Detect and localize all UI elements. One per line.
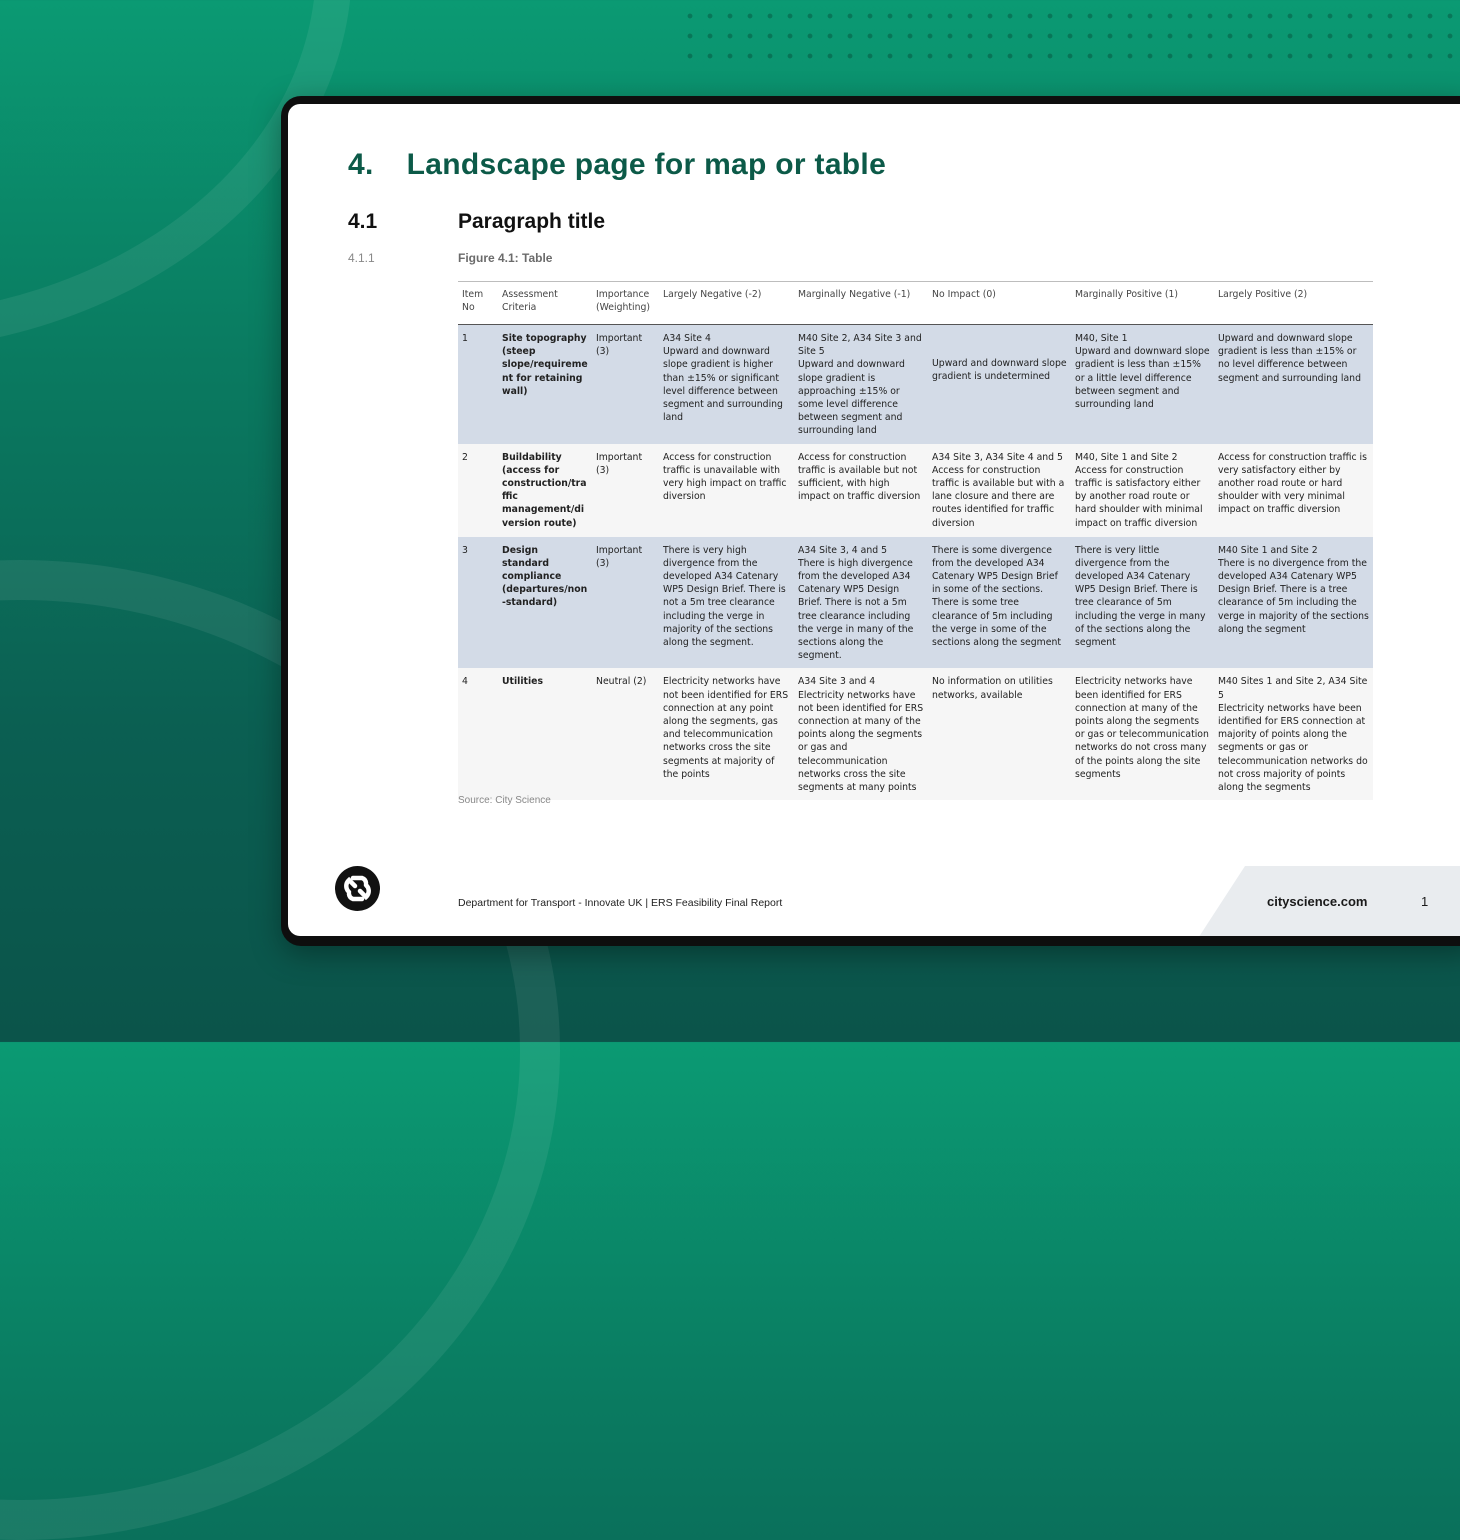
cell-site-label: M40, Site 1 and Site 2: [1075, 451, 1178, 463]
cell-description: There is very little divergence from the developed A34 Catenary WP5 Design Brief. There is tree clearance of 5m including the verge in many of the sections along the segment: [1075, 544, 1206, 649]
cell-no-impact: [928, 325, 1071, 444]
cell-largely-positive: [1214, 668, 1373, 800]
cell-description: Electricity networks have not been identified for ERS connection at any point along the segments, gas and telecommunication networks cross the site segments at majority of the points: [663, 676, 789, 780]
table-header-row: [458, 282, 1373, 325]
cell-description: Upward and downward slope gradient is less than ±15% or no level difference between segment and surrounding land: [1218, 333, 1361, 384]
header-assessment-criteria: Assessment Criteria: [498, 282, 592, 325]
table-source: Source: City Science: [458, 795, 551, 806]
cell-largely-positive: [1214, 444, 1373, 537]
cell-description: Access for construction traffic is unavailable with very high impact on traffic diversion: [663, 451, 787, 503]
cell-marginally-negative: [794, 537, 928, 669]
table-row: [458, 668, 1373, 800]
footer-website: cityscience.com: [1267, 894, 1368, 909]
cell-item: 2: [458, 444, 498, 537]
cell-description: Access for construction traffic is satisfactory either by another road route or hard shoulder with minimal impact on traffic diversion: [1075, 464, 1203, 529]
cell-site-label: A34 Site 3, A34 Site 4 and 5: [932, 451, 1063, 463]
cell-importance: Important (3): [592, 444, 659, 537]
page-number: 1: [1421, 894, 1429, 909]
cell-description: Upward and downward slope gradient is less than ±15% or a little level difference between segment and surrounding land: [1075, 346, 1210, 411]
cell-largely-positive: [1214, 325, 1373, 444]
cell-site-label: A34 Site 3 and 4: [798, 676, 876, 688]
table-row: [458, 444, 1373, 537]
city-science-logo-icon: [335, 866, 380, 911]
cell-site-label: M40, Site 1: [1075, 333, 1128, 344]
section-heading: [348, 148, 886, 182]
cell-description: Upward and downward slope gradient is approaching ±15% or some level difference between segment and surrounding land: [798, 359, 905, 437]
cell-criteria: Utilities: [498, 668, 592, 800]
cell-no-impact: [928, 668, 1071, 800]
cell-marginally-positive: [1071, 325, 1214, 444]
subsection-number: 4.1: [348, 210, 378, 233]
cell-criteria: Design standard compliance (departures/non-standard): [498, 537, 592, 669]
header-item-no: Item No: [458, 282, 498, 325]
assessment-table: [458, 281, 1373, 800]
header-marginally-positive: Marginally Positive (1): [1071, 282, 1214, 325]
cell-description: There is some divergence from the developed A34 Catenary WP5 Design Brief in some of the sections. There is some tree clearance of 5m including the verge in some of the sections along the segment: [932, 544, 1061, 649]
cell-description: Upward and downward slope gradient is undetermined: [932, 358, 1067, 383]
figure-caption: Figure 4.1: Table: [458, 251, 553, 265]
cell-criteria: Buildability (access for construction/traffic management/diversion route): [498, 444, 592, 537]
cell-criteria: Site topography (steep slope/requirement for retaining wall): [498, 325, 592, 444]
cell-description: Upward and downward slope gradient is higher than ±15% or significant level difference between segment and surrounding land: [663, 346, 783, 424]
cell-site-label: A34 Site 3, 4 and 5: [798, 544, 888, 556]
cell-largely-negative: [659, 325, 794, 444]
cell-marginally-negative: [794, 668, 928, 800]
cell-description: Electricity networks have been identified for ERS connection at majority of points along the segments or gas or telecommunication networks do not cross majority of points along the segments: [1218, 702, 1368, 794]
section-number: 4.: [348, 148, 374, 181]
cell-site-label: M40 Site 2, A34 Site 3 and Site 5: [798, 333, 922, 358]
cell-description: Access for construction traffic is very satisfactory either by another road route or hard shoulder with very minimal impact on traffic diversion: [1218, 451, 1367, 516]
cell-largely-negative: [659, 444, 794, 537]
cell-importance: Important (3): [592, 325, 659, 444]
paragraph-number: 4.1.1: [348, 251, 375, 265]
cell-largely-negative: [659, 668, 794, 800]
subsection-title: Paragraph title: [458, 210, 606, 233]
cell-item: 4: [458, 668, 498, 800]
cell-marginally-positive: [1071, 444, 1214, 537]
cell-description: Access for construction traffic is available but not sufficient, with high impact on traffic diversion: [798, 451, 921, 503]
header-largely-positive: Largely Positive (2): [1214, 282, 1373, 325]
cell-largely-negative: [659, 537, 794, 669]
cell-description: There is no divergence from the developed A34 Catenary WP5 Design Brief. There is a tree clearance of 5m including the verge in majority of the sections along the segment: [1218, 557, 1369, 635]
header-no-impact: No Impact (0): [928, 282, 1071, 325]
cell-marginally-positive: [1071, 537, 1214, 669]
document-page: [288, 104, 1460, 936]
cell-item: 1: [458, 325, 498, 444]
cell-no-impact: [928, 444, 1071, 537]
footer-report-title: Department for Transport - Innovate UK | ERS Feasibility Final Report: [458, 897, 783, 909]
cell-description: Electricity networks have been identified for ERS connection at many of the points along the segments or gas or telecommunication networks do not cross many of the points along the site segments: [1075, 676, 1209, 780]
cell-no-impact: [928, 537, 1071, 669]
cell-site-label: M40 Sites 1 and Site 2, A34 Site 5: [1218, 676, 1368, 701]
table-row: [458, 325, 1373, 444]
cell-largely-positive: [1214, 537, 1373, 669]
cell-description: Access for construction traffic is available but with a lane closure and there are routes identified for traffic diversion: [932, 464, 1065, 529]
cell-description: There is high divergence from the developed A34 Catenary WP5 Design Brief. There is not a 5m tree clearance including the verge in many of the sections along the segment.: [798, 557, 914, 662]
header-importance: Importance (Weighting): [592, 282, 659, 325]
cell-site-label: M40 Site 1 and Site 2: [1218, 544, 1318, 556]
cell-marginally-negative: [794, 444, 928, 537]
cell-item: 3: [458, 537, 498, 669]
cell-description: No information on utilities networks, available: [932, 676, 1053, 701]
cell-description: Electricity networks have not been identified for ERS connection at many of the points along the segments or gas and telecommunication networks cross the site segments at many points: [798, 689, 924, 794]
cell-description: There is very high divergence from the developed A34 Catenary WP5 Design Brief. There is not a 5m tree clearance including the verge in majority of the sections along the segment.: [663, 544, 786, 649]
header-largely-negative: Largely Negative (-2): [659, 282, 794, 325]
cell-importance: Important (3): [592, 537, 659, 669]
header-marginally-negative: Marginally Negative (-1): [794, 282, 928, 325]
section-title: Landscape page for map or table: [406, 148, 887, 181]
cell-marginally-negative: [794, 325, 928, 444]
dot-pattern-top: [680, 6, 1460, 66]
table-row: [458, 537, 1373, 669]
cell-importance: Neutral (2): [592, 668, 659, 800]
cell-site-label: A34 Site 4: [663, 333, 711, 344]
cell-marginally-positive: [1071, 668, 1214, 800]
